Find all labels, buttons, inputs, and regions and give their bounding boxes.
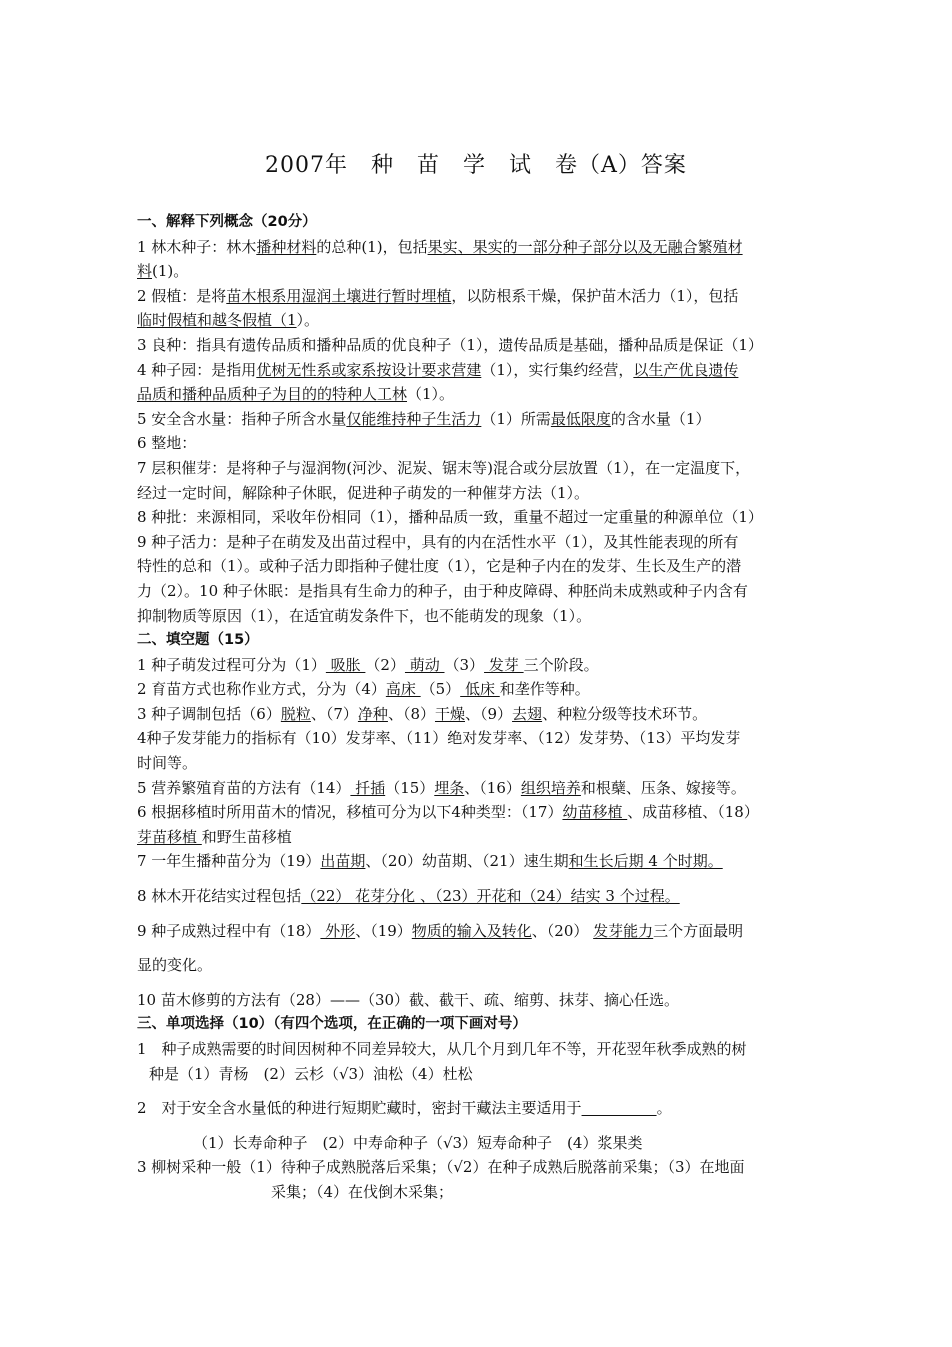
q9-line-2: 特性的总和（1）。或种子活力即指种子健壮度（1），它是种子内在的发芽、生长及生产的潜 xyxy=(137,557,742,576)
q1-line-2: 料(1)。 xyxy=(137,262,189,281)
q6-line: 6 整地： xyxy=(137,434,197,453)
fill-4-line-1: 4种子发芽能力的指标有（10）发芽率、（11）绝对发芽率、（12）发芽势、（13）平均发芽 xyxy=(137,729,741,748)
q5-line: 5 安全含水量：指种子所含水量仅能维持种子生活力（1）所需最低限度的含水量（1） xyxy=(137,409,711,428)
fill-6-line-2: 芽苗移植 和野生苗移植 xyxy=(137,827,292,846)
section-3-heading: 三、单项选择（10）（有四个选项，在正确的一项下画对号） xyxy=(137,1016,527,1033)
q7-line-1: 7 层积催芽：是将种子与湿润物(河沙、泥炭、锯末等)混合或分层放置（1），在一定温度下， xyxy=(137,458,751,477)
choice-1-line-1: 1 种子成熟需要的时间因树种不同差异较大，从几个月到几年不等，开花翌年秋季成熟的树 xyxy=(137,1040,747,1058)
fill-7: 7 一年生播种苗分为（19）出苗期、（20）幼苗期、（21）速生期和生长后期 4 个时期。 xyxy=(137,852,723,871)
section-1-heading: 一、解释下列概念（20分） xyxy=(137,214,317,230)
section-2-heading: 二、填空题（15） xyxy=(137,632,259,649)
q9-line-3: 力（2）。10 种子休眠：是指具有生命力的种子，由于种皮障碍、种胚尚未成熟或种子内含有 xyxy=(137,581,748,600)
fill-2: 2 育苗方式也称作业方式，分为（4）高床 （5） 低床 和垄作等种。 xyxy=(137,680,590,699)
fill-4-line-2: 时间等。 xyxy=(137,754,198,773)
choice-2-options: （1）长寿命种子 (2）中寿命种子（√3）短寿命种子 (4）浆果类 xyxy=(193,1133,643,1152)
q4-line-2: 品质和播种品质种子为目的的特种人工林（1）。 xyxy=(137,385,455,404)
fill-1: 1 种子萌发过程可分为（1） 吸胀 （2） 萌动 （3） 发芽 三个阶段。 xyxy=(137,655,599,674)
q9-line-4: 抑制物质等原因（1），在适宜萌发条件下，也不能萌发的现象（1）。 xyxy=(137,606,592,625)
q7-line-2: 经过一定时间，解除种子休眠，促进种子萌发的一种催芽方法（1）。 xyxy=(137,483,590,502)
q1-line-1: 1 林木种子：林木播种材料的总种(1)，包括果实、果实的一部分种子部分以及无融合繁殖材 xyxy=(137,237,743,256)
q3-line: 3 良种：指具有遗传品质和播种品质的优良种子（1），遗传品质是基础，播种品质是保证（1） xyxy=(137,335,763,354)
choice-1-line-2: 种是（1）青杨 (2）云杉（√3）油松（4）杜松 xyxy=(149,1064,473,1083)
choice-3-line-2: 采集；（4）在伐倒木采集； xyxy=(271,1182,454,1201)
q8-line: 8 种批：来源相同，采收年份相同（1），播种品质一致，重量不超过一定重量的种源单位（1） xyxy=(137,508,763,527)
fill-3: 3 种子调制包括（6）脱粒、（7）净种、（8）干燥、（9）去翅、种粒分级等技术环节。 xyxy=(137,704,708,723)
q2-line-1: 2 假植：是将苗木根系用湿润土壤进行暂时埋植，以防根系干燥，保护苗木活力（1），包括 xyxy=(137,286,739,305)
choice-2-line-1: 2 对于安全含水量低的种进行短期贮藏时，密封干藏法主要适用于 。 xyxy=(137,1099,672,1118)
q2-line-2: 临时假植和越冬假植（1）。 xyxy=(137,311,320,330)
answer-content xyxy=(137,210,813,1205)
choice-3-line-1: 3 柳树采种一般（1）待种子成熟脱落后采集；（√2）在种子成熟后脱落前采集；（3）在地面 xyxy=(137,1158,745,1177)
q9-line-1: 9 种子活力：是种子在萌发及出苗过程中，具有的内在活性水平（1），及其性能表现的所有 xyxy=(137,532,739,551)
q4-line-1: 4 种子园：是指用优树无性系或家系按设计要求营建（1），实行集约经营，以生产优良遗传 xyxy=(137,360,739,379)
fill-5: 5 营养繁殖育苗的方法有（14） 扦插（15）埋条、（16）组织培养和根蘖、压条、嫁接等。 xyxy=(137,778,746,797)
page-title: 2007年 种 苗 学 试 卷（A）答案 xyxy=(265,153,687,178)
fill-6-line-1: 6 根据移植时所用苗木的情况，移植可分为以下4种类型：（17）幼苗移植 、成苗移植、（18） xyxy=(137,803,759,822)
fill-10: 10 苗木修剪的方法有（28）——（30）截、截干、疏、缩剪、抹芽、摘心任选。 xyxy=(137,990,680,1009)
fill-8: 8 林木开花结实过程包括（22） 花芽分化 、（23）开花和（24）结实 3 个过程。 xyxy=(137,887,680,906)
fill-9-line-2: 显的变化。 xyxy=(137,956,213,975)
fill-9-line-1: 9 种子成熟过程中有（18） 外形、（19）物质的输入及转化、（20） 发芽能力三个方面最明 xyxy=(137,921,744,940)
